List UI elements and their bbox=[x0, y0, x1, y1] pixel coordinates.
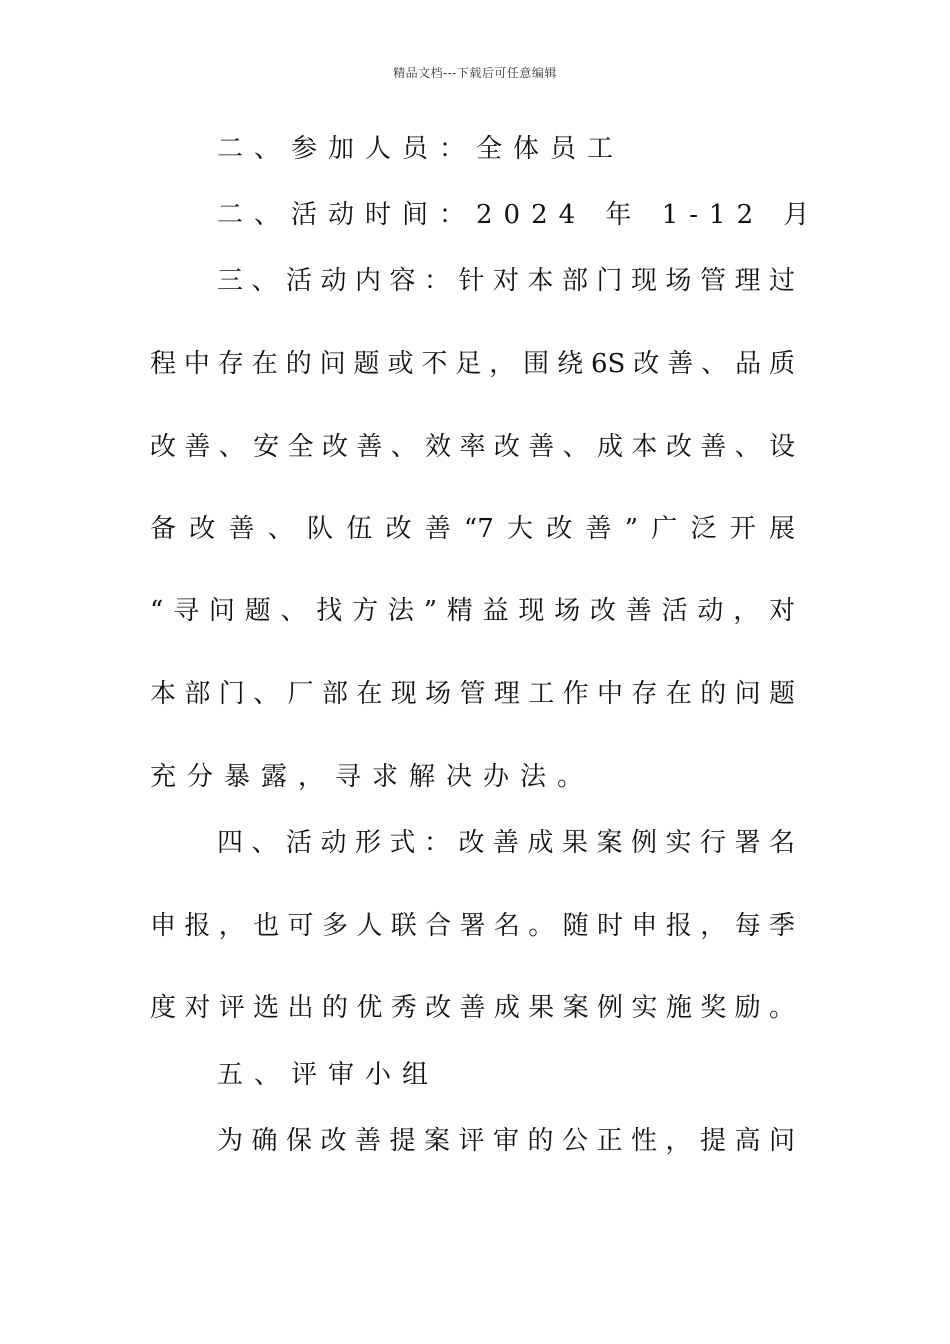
paragraph-line-content-4: 备改善、队伍改善“7大改善”广泛开展 bbox=[150, 514, 795, 544]
paragraph-line-review-heading: 五、评审小组 bbox=[217, 1060, 440, 1090]
page-header: 精品文档---下载后可任意编辑 bbox=[393, 66, 557, 80]
paragraph-line-content-2: 程中存在的问题或不足，围绕6S改善、品质 bbox=[150, 349, 795, 379]
paragraph-line-activity-time: 二、活动时间：2024 年 1-12 月 bbox=[217, 200, 821, 230]
paragraph-line-form-2: 申报，也可多人联合署名。随时申报，每季 bbox=[150, 911, 795, 941]
paragraph-line-content-1: 三、活动内容：针对本部门现场管理过 bbox=[217, 266, 795, 296]
paragraph-line-review-1: 为确保改善提案评审的公正性，提高问 bbox=[217, 1126, 795, 1156]
paragraph-line-content-7: 充分暴露，寻求解决办法。 bbox=[150, 762, 595, 792]
paragraph-line-form-1: 四、活动形式：改善成果案例实行署名 bbox=[217, 828, 795, 858]
paragraph-line-content-3: 改善、安全改善、效率改善、成本改善、设 bbox=[150, 432, 795, 462]
paragraph-line-content-5: “寻问题、找方法”精益现场改善活动，对 bbox=[150, 596, 795, 626]
paragraph-line-content-6: 本部门、厂部在现场管理工作中存在的问题 bbox=[150, 679, 795, 709]
paragraph-line-form-3: 度对评选出的优秀改善成果案例实施奖励。 bbox=[150, 993, 795, 1023]
paragraph-line-participants: 二、参加人员：全体员工 bbox=[217, 134, 625, 164]
